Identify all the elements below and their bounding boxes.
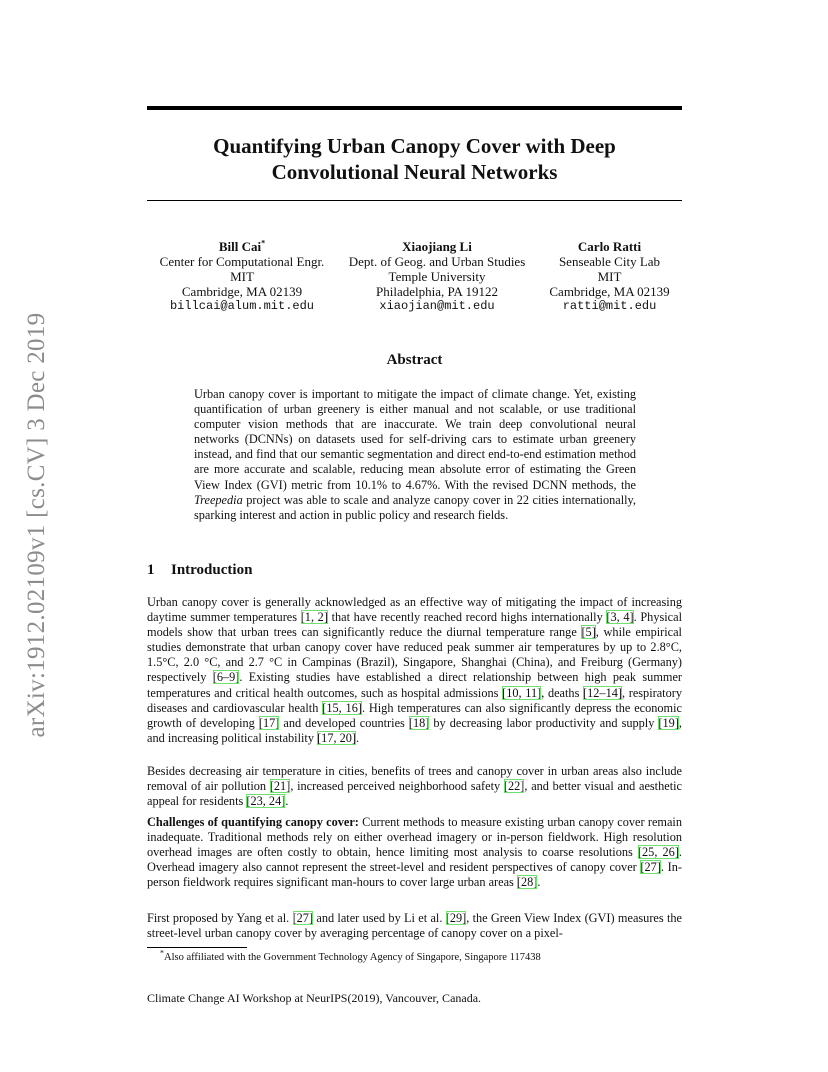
- citation-link[interactable]: [17, 20]: [317, 730, 357, 745]
- venue-footer: Climate Change AI Workshop at NeurIPS(2019), Vancouver, Canada.: [147, 991, 482, 1005]
- citation-link[interactable]: [29]: [445, 911, 467, 925]
- citation-link[interactable]: [6–9]: [212, 670, 240, 685]
- author-org: Temple University: [388, 269, 486, 284]
- paragraph-4: First proposed by Yang et al. [27] and later used by Li et al. [29], the Green View Index (GVI) measures the street-level urban canopy cover by averaging percentage of canopy cover on a pixel-: [147, 911, 683, 941]
- paper-title: [147, 133, 682, 185]
- author-org: MIT: [597, 269, 622, 284]
- citation-link[interactable]: [3, 4]: [606, 610, 634, 625]
- citation-link[interactable]: [17]: [258, 715, 280, 730]
- project-name: Treepedia: [194, 492, 243, 507]
- abstract-heading: Abstract: [386, 352, 443, 368]
- author-2: [337, 239, 537, 314]
- author-footnote-mark: *: [261, 238, 266, 248]
- paragraph-2: Besides decreasing air temperature in cities, benefits of trees and canopy cover in urban areas also include removal of air pollution [21], increased perceived neighborhood safety [22], and better visual and aesthetic appeal for residents [23, 24].: [147, 764, 682, 809]
- section-heading: [147, 562, 252, 579]
- citation-link[interactable]: [28]: [516, 875, 538, 890]
- abstract-text: Urban canopy cover is important to mitigate the impact of climate change. Yet, existing quantification of urban greenery is either manual and not scalable, or use traditional computer vision methods that are inaccurate. We train deep convolutional neural networks (DCNNs) on datasets used for self-driving cars to estimate urban greenery instead, and find that our semantic segmentation and direct end-to-end estimation method are more accurate and scalable, reducing mean absolute error of estimating the Green View Index (GVI) metric from 10.1% to 4.67%. With the revised DCNN methods, the Treepedia project was able to scale and analyze canopy cover in 22 cities internationally, sparking interest and action in public policy and research fields.: [194, 387, 636, 522]
- author-city: Cambridge, MA 02139: [181, 284, 303, 299]
- author-dept: Center for Computational Engr.: [159, 254, 325, 269]
- author-org: MIT: [230, 269, 254, 284]
- paragraph-lead: Challenges of quantifying canopy cover:: [147, 815, 359, 829]
- author-city: Cambridge, MA 02139: [549, 284, 670, 299]
- citation-link[interactable]: [22]: [503, 779, 525, 794]
- author-email[interactable]: xiaojian@mit.edu: [379, 299, 495, 313]
- footnote: *Also affiliated with the Government Technology Agency of Singapore, Singapore 117438: [160, 948, 541, 963]
- arxiv-id-text: arXiv:1912.02109v1 [cs.CV] 3 Dec 2019: [23, 312, 50, 738]
- author-dept: Dept. of Geog. and Urban Studies: [348, 254, 526, 269]
- author-name: Carlo Ratti: [577, 239, 642, 254]
- author-email[interactable]: billcai@alum.mit.edu: [169, 299, 315, 313]
- section-number: 1: [147, 562, 155, 578]
- citation-link[interactable]: [23, 24]: [246, 794, 286, 809]
- title-line-2: Convolutional Neural Networks: [271, 160, 558, 184]
- citation-link[interactable]: [21]: [269, 779, 291, 794]
- author-1: [147, 239, 337, 314]
- title-line-1: Quantifying Urban Canopy Cover with Deep: [213, 134, 616, 158]
- author-city: Philadelphia, PA 19122: [376, 284, 498, 299]
- author-name: Bill Cai*: [218, 238, 266, 254]
- author-email[interactable]: ratti@mit.edu: [562, 299, 657, 313]
- title-bottom-rule: [147, 200, 682, 201]
- paragraph-1: Urban canopy cover is generally acknowledged as an effective way of mitigating the impact of increasing daytime summer temperatures [1, 2] that have recently reached record highs internationally [3, 4]. Physical models show that urban trees can significantly reduce the diurnal temperature range [5], while empirical studies demonstrate that urban canopy cover have reduced peak summer air temperatures by up to 2.8°C, 1.5°C, 2.0 °C, and 2.7 °C in Campinas (Brazil), Singapore, Shanghai (China), and Freiburg (Germany) respectively [6–9]. Existing studies have established a direct relationship between high peak summer temperatures and critical health outcomes, such as hospital admissions [10, 11], deaths [12–14], respiratory diseases and cardiovascular health [15, 16]. High temperatures can also significantly depress the economic growth of developing [17] and developed countries [18] by decreasing labor productivity and supply [19], and increasing political instability [17, 20].: [147, 595, 683, 745]
- arxiv-identifier: [22, 290, 52, 760]
- citation-link[interactable]: [12–14]: [583, 685, 622, 700]
- author-3: [537, 239, 682, 314]
- footnote-mark: *: [160, 948, 164, 958]
- citation-link[interactable]: [1, 2]: [300, 610, 328, 625]
- citation-link[interactable]: [27]: [292, 911, 314, 925]
- citation-link[interactable]: [10, 11]: [502, 685, 542, 700]
- author-dept: Senseable City Lab: [558, 254, 661, 269]
- paragraph-3: Challenges of quantifying canopy cover: Current methods to measure existing urban canopy cover remain inadequate. Traditional methods rely on either overhead imagery or in-person fieldwork. High resolution overhead images are often costly to obtain, hence limiting most analysis to coarse resolutions [25, 26]. Overhead imagery also cannot represent the street-level and resident perspectives of canopy cover [27]. In-person fieldwork requires significant man-hours to cover large urban areas [28].: [147, 815, 682, 890]
- citation-link[interactable]: [15, 16]: [322, 700, 362, 715]
- author-name: Xiaojiang Li: [402, 239, 472, 254]
- citation-link[interactable]: [5]: [581, 625, 596, 640]
- citation-link[interactable]: [19]: [658, 715, 679, 730]
- section-title: Introduction: [171, 562, 253, 578]
- citation-link[interactable]: [27]: [640, 860, 661, 875]
- citation-link[interactable]: [25, 26]: [637, 845, 679, 860]
- title-top-rule: [147, 106, 682, 110]
- citation-link[interactable]: [18]: [408, 715, 430, 730]
